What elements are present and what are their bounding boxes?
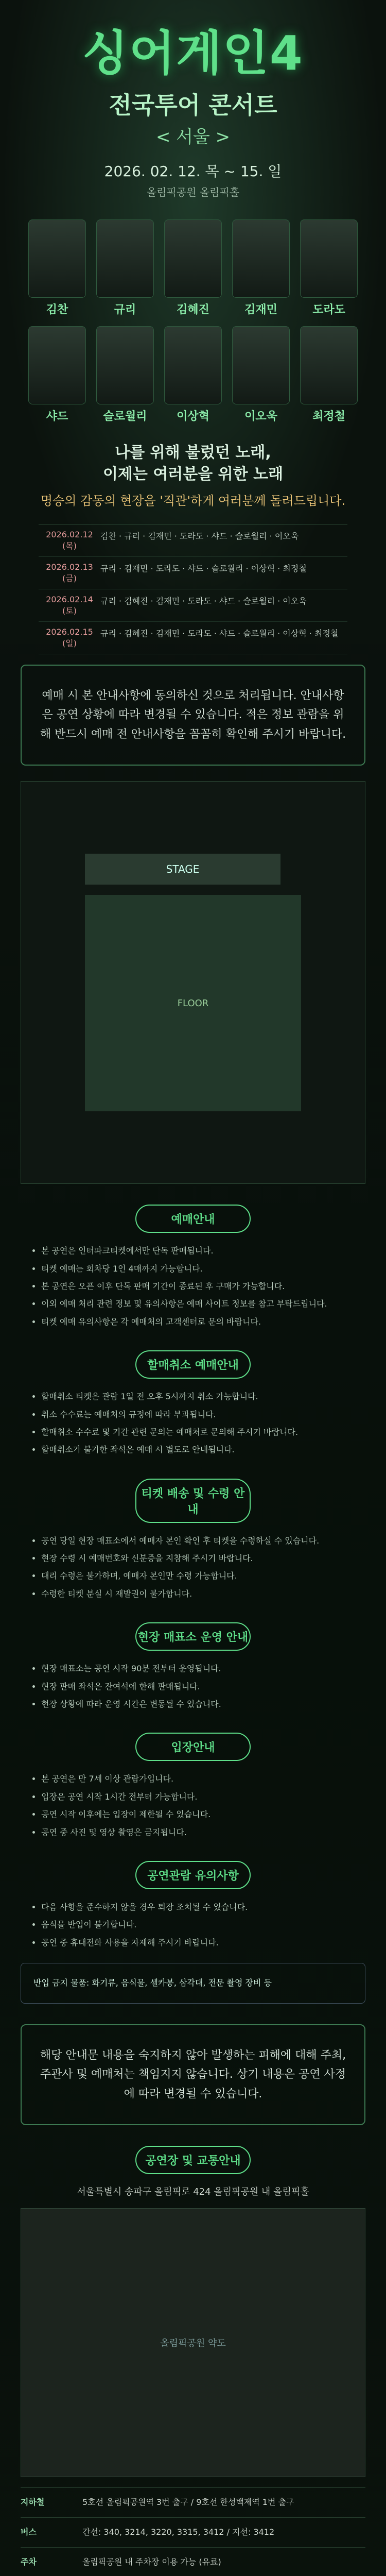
member-name: 이오욱 xyxy=(244,410,277,423)
list-item: • 대리 수령은 불가하며, 예매자 본인만 수령 가능합니다. xyxy=(41,1568,365,1584)
member-card xyxy=(301,219,357,317)
member-card xyxy=(301,326,357,423)
member-photo xyxy=(232,326,290,404)
list-item: • 다음 사항을 준수하지 않을 경우 퇴장 조치될 수 있습니다. xyxy=(41,1900,365,1915)
list-item: • 이외 예매 처리 관련 정보 및 유의사항은 예매 사이트 정보를 참고 부탁드립니다. xyxy=(41,1296,365,1312)
concert-date: 2026. 02. 12. 목 ~ 15. 일 xyxy=(104,163,282,180)
member-photo xyxy=(28,219,86,298)
member-name: 김혜진 xyxy=(177,303,209,316)
member-name: 슬로월리 xyxy=(103,410,147,423)
tagline-line-1: 나를 위해 불렀던 노래, xyxy=(115,444,271,462)
section-cancel xyxy=(21,1350,365,1458)
member-photo xyxy=(96,326,154,404)
list-item: • 할매취소 수수료 및 기간 관련 문의는 예매처로 문의해 주시기 바랍니다. xyxy=(41,1425,365,1440)
hero xyxy=(0,0,386,648)
tour-city: < 서울 > xyxy=(155,127,231,147)
member-card xyxy=(97,326,153,423)
member-card xyxy=(165,219,221,317)
list-item: • 수령한 티켓 분실 시 재발권이 불가합니다. xyxy=(41,1586,365,1602)
member-photo xyxy=(28,326,86,404)
member-name: 최정철 xyxy=(312,410,345,423)
transport-key: 버스 xyxy=(21,2527,37,2537)
member-photo xyxy=(300,219,358,298)
member-card xyxy=(29,219,85,317)
section-list xyxy=(21,1389,365,1458)
member-name: 김찬 xyxy=(46,303,68,316)
section-title: 공연관람 유의사항 xyxy=(135,1861,251,1889)
transport-key: 지하철 xyxy=(21,2497,45,2507)
transport-row xyxy=(21,2487,365,2517)
member-photo xyxy=(164,219,222,298)
section-list xyxy=(21,1900,365,1951)
notice-box: 예매 시 본 안내사항에 동의하신 것으로 처리됩니다. 안내사항은 공연 상황에 따라 변경될 수 있습니다. 적은 정보 관람을 위해 반드시 예매 전 안내사항을 꼼꼼히 확인해 주시기 바랍니다. xyxy=(21,665,365,766)
section-list xyxy=(21,1533,365,1602)
member-card xyxy=(233,326,289,423)
section-ticket xyxy=(21,1479,365,1602)
member-name: 도라도 xyxy=(312,303,345,316)
tour-subtitle: 전국투어 콘서트 xyxy=(109,91,277,119)
list-item: • 본 공연은 인터파크티켓에서만 단독 판매됩니다. xyxy=(41,1243,365,1259)
schedule-date: 2026.02.13 (금) xyxy=(46,562,93,583)
schedule-table xyxy=(39,524,347,654)
tagline-sub: 명승의 감동의 현장을 '직관'하게 여러분께 돌려드립니다. xyxy=(40,494,346,508)
section-entry xyxy=(21,1733,365,1840)
schedule-row xyxy=(39,589,347,622)
schedule-cast: 규리 · 김재민 · 도라도 · 샤드 · 슬로월리 · 이상혁 · 최정철 xyxy=(100,564,307,573)
member-name: 규리 xyxy=(114,303,136,316)
member-card xyxy=(233,219,289,317)
list-item: • 본 공연은 만 7세 이상 관람가입니다. xyxy=(41,1771,365,1787)
schedule-cast: 김찬 · 규리 · 김재민 · 도라도 · 샤드 · 슬로월리 · 이오욱 xyxy=(100,531,299,541)
member-photo xyxy=(96,219,154,298)
section-title: 할매취소 예매안내 xyxy=(135,1350,251,1379)
transport-info xyxy=(21,2487,365,2576)
list-item: • 티켓 예매 유의사항은 각 예매처의 고객센터로 문의 바랍니다. xyxy=(41,1314,365,1330)
transport-key: 주차 xyxy=(21,2556,37,2567)
list-item: • 취소 수수료는 예매처의 규정에 따라 부과됩니다. xyxy=(41,1407,365,1422)
list-item: • 입장은 공연 시작 1시간 전부터 가능합니다. xyxy=(41,1789,365,1805)
member-name: 김재민 xyxy=(244,303,277,316)
list-item: • 티켓 예매는 회차당 1인 4매까지 가능합니다. xyxy=(41,1261,365,1277)
schedule-date: 2026.02.12 (목) xyxy=(46,530,93,551)
section-booking xyxy=(21,1205,365,1330)
seat-map xyxy=(21,781,365,1184)
venue-map: 올림픽공원 약도 xyxy=(21,2208,365,2477)
transport-value: 5호선 올림픽공원역 3번 출구 / 9호선 한성백제역 1번 출구 xyxy=(82,2497,294,2507)
section-title: 입장안내 xyxy=(135,1733,251,1761)
list-item: • 현장 상황에 따라 운영 시간은 변동될 수 있습니다. xyxy=(41,1697,365,1712)
section-list xyxy=(21,1771,365,1840)
list-item: • 음식물 반입이 불가합니다. xyxy=(41,1917,365,1933)
location-section xyxy=(21,2146,365,2198)
member-grid xyxy=(0,219,386,423)
transport-value: 간선: 340, 3214, 3220, 3315, 3412 / 지선: 3412 xyxy=(82,2527,275,2537)
location-address: 서울특별시 송파구 올림픽로 424 올림픽공원 내 올림픽홀 xyxy=(77,2187,309,2198)
schedule-date: 2026.02.14 (토) xyxy=(46,595,93,616)
section-title: 티켓 배송 및 수령 안내 xyxy=(135,1479,251,1523)
list-item: • 현장 매표소는 공연 시작 90분 전부터 운영됩니다. xyxy=(41,1661,365,1676)
schedule-cast: 규리 · 김혜진 · 김재민 · 도라도 · 샤드 · 슬로월리 · 이상혁 · 최정철 xyxy=(100,629,339,638)
member-photo xyxy=(300,326,358,404)
transport-value: 올림픽공원 내 주차장 이용 가능 (유료) xyxy=(82,2556,221,2567)
section-title: 예매안내 xyxy=(135,1205,251,1233)
member-card xyxy=(165,326,221,423)
banned-items-box: 반입 금지 물품: 화기류, 음식물, 셀카봉, 삼각대, 전문 촬영 장비 등 xyxy=(21,1963,365,2004)
schedule-row xyxy=(39,557,347,589)
schedule-row xyxy=(39,524,347,557)
section-list xyxy=(21,1661,365,1712)
tagline xyxy=(0,442,386,485)
transport-row xyxy=(21,2517,365,2547)
member-name: 이상혁 xyxy=(177,410,209,423)
list-item: • 현장 수령 시 예매번호와 신분증을 지참해 주시기 바랍니다. xyxy=(41,1551,365,1566)
section-list xyxy=(21,1243,365,1330)
stage-label: STAGE xyxy=(85,854,280,885)
schedule-row xyxy=(39,622,347,654)
list-item: • 공연 중 사진 및 영상 촬영은 금지됩니다. xyxy=(41,1825,365,1840)
concert-venue: 올림픽공원 올림픽홀 xyxy=(146,186,240,198)
list-item: • 공연 당일 현장 매표소에서 예매자 본인 확인 후 티켓을 수령하실 수 있습니다. xyxy=(41,1533,365,1549)
section-title: 현장 매표소 운영 안내 xyxy=(135,1622,251,1651)
show-logo: 싱어게인4 xyxy=(82,26,304,81)
list-item: • 공연 시작 이후에는 입장이 제한될 수 있습니다. xyxy=(41,1807,365,1822)
floor-area: FLOOR xyxy=(85,895,301,1111)
section-onsite xyxy=(21,1622,365,1712)
list-item: • 본 공연은 오픈 이후 단독 판매 기간이 종료된 후 구매가 가능합니다. xyxy=(41,1279,365,1294)
member-card xyxy=(29,326,85,423)
member-name: 샤드 xyxy=(46,410,68,423)
list-item: • 현장 판매 좌석은 잔여석에 한해 판매됩니다. xyxy=(41,1679,365,1694)
transport-row xyxy=(21,2547,365,2576)
member-photo xyxy=(232,219,290,298)
list-item: • 공연 중 휴대전화 사용을 자제해 주시기 바랍니다. xyxy=(41,1935,365,1951)
location-title: 공연장 및 교통안내 xyxy=(135,2146,251,2174)
member-photo xyxy=(164,326,222,404)
schedule-date: 2026.02.15 (일) xyxy=(46,627,93,648)
closing-notice: 해당 안내문 내용을 숙지하지 않아 발생하는 피해에 대해 주최, 주관사 및 예매처는 책임지지 않습니다. 상기 내용은 공연 사정에 따라 변경될 수 있습니다. xyxy=(21,2024,365,2125)
member-card xyxy=(97,219,153,317)
schedule-cast: 규리 · 김혜진 · 김재민 · 도라도 · 샤드 · 슬로월리 · 이오욱 xyxy=(100,596,307,606)
section-rules xyxy=(21,1861,365,1951)
tagline-line-2: 이제는 여러분을 위한 노래 xyxy=(102,465,284,483)
list-item: • 할매취소가 불가한 좌석은 예매 시 별도로 안내됩니다. xyxy=(41,1442,365,1458)
list-item: • 할매취소 티켓은 관람 1일 전 오후 5시까지 취소 가능합니다. xyxy=(41,1389,365,1404)
